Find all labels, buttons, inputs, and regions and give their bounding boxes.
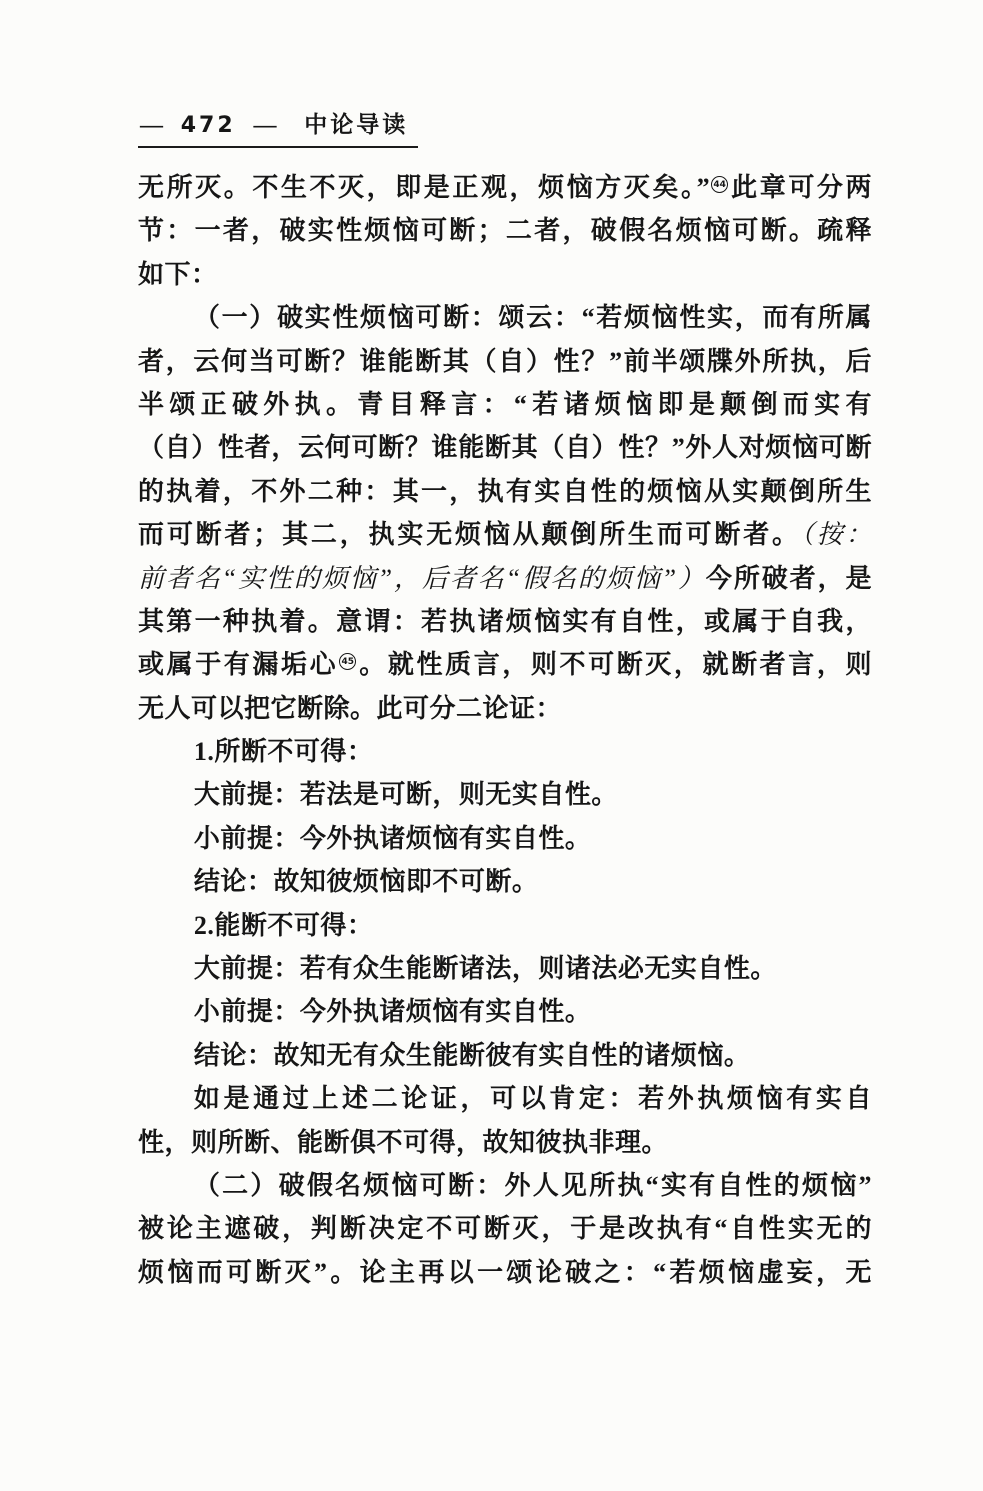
text-segment: 无所灭。不生不灭，即是正观，烦恼方灭矣。” (138, 173, 711, 202)
text-segment: 此章可分两 (729, 173, 872, 202)
text-line (138, 340, 872, 383)
text-segment: 结论：故知无有众生能断彼有实自性的诸烦恼。 (193, 1040, 751, 1070)
text-line (138, 730, 872, 773)
text-line (138, 253, 872, 296)
text-line (138, 1121, 872, 1164)
text-line (138, 209, 872, 252)
text-segment: 而可断者；其二，执实无烦恼从颠倒所生而可断者。 (138, 520, 801, 550)
text-segment: 。就性质言，则不可断灭，就断者言，则 (357, 650, 872, 680)
text-line (138, 947, 872, 990)
text-segment: 其第一种执着。意谓：若执诸烦恼实有自性，或属于自我， (138, 606, 872, 636)
text-segment: （二）破假名烦恼可断：外人见所执“实有自性的烦恼” (193, 1170, 872, 1200)
text-segment: 如下： (138, 259, 218, 289)
text-line (138, 557, 872, 600)
text-segment: （自）性者，云何可断？谁能断其（自）性？”外人对烦恼可断 (138, 433, 872, 463)
page-header (138, 106, 418, 148)
text-segment: （一）破实性烦恼可断：颂云：“若烦恼性实，而有所属 (193, 303, 872, 333)
footnote-marker: 44 (711, 176, 728, 193)
text-line (138, 904, 872, 947)
text-line (138, 1251, 872, 1294)
header-dash-left: — (140, 112, 163, 137)
text-line (138, 166, 872, 209)
text-segment: 小前提：今外执诸烦恼有实自性。 (193, 823, 592, 853)
text-segment: 今所破者，是 (705, 563, 872, 593)
text-segment: 半颂正破外执。青目释言：“若诸烦恼即是颠倒而实有 (138, 389, 872, 419)
text-line (138, 817, 872, 860)
text-segment: 大前提：若法是可断，则无实自性。 (193, 780, 618, 810)
text-segment: 结论：故知彼烦恼即不可断。 (193, 867, 539, 897)
text-segment: 性，则所断、能断俱不可得，故知彼执非理。 (138, 1127, 669, 1157)
text-segment: （按： (800, 520, 872, 550)
text-segment: 2.能断不可得： (193, 910, 374, 940)
book-title: 中论导读 (304, 112, 409, 137)
body-text (138, 166, 872, 1294)
text-line (138, 860, 872, 903)
text-line (138, 687, 872, 730)
text-line (138, 600, 872, 643)
text-segment: 的执着，不外二种：其一，执有实自性的烦恼从实颠倒所生 (138, 476, 872, 506)
header-rule (138, 106, 418, 148)
text-segment: 前者名“实性的烦恼”，后者名“假名的烦恼”） (138, 563, 706, 593)
text-line (138, 1207, 872, 1250)
text-segment: 节：一者，破实性烦恼可断；二者，破假名烦恼可断。疏释 (138, 216, 872, 246)
text-segment: 被论主遮破，判断决定不可断灭，于是改执有“自性实无的 (138, 1214, 872, 1244)
text-segment: 者，云何当可断？谁能断其（自）性？”前半颂牒外所执，后 (138, 346, 872, 376)
text-line (138, 1164, 872, 1207)
text-line (138, 470, 872, 513)
text-line (138, 296, 872, 339)
text-segment: 或属于有漏垢心 (138, 650, 339, 680)
page-number: 472 (180, 113, 236, 138)
text-line (138, 643, 872, 686)
text-line (138, 1077, 872, 1120)
text-line (138, 773, 872, 816)
header-dash-right: — (253, 112, 277, 137)
text-line (138, 383, 872, 426)
text-segment: 如是通过上述二论证，可以肯定：若外执烦恼有实自 (193, 1084, 872, 1114)
text-line (138, 990, 872, 1033)
text-line (138, 513, 872, 556)
text-segment: 大前提：若有众生能断诸法，则诸法必无实自性。 (193, 954, 777, 984)
text-segment: 小前提：今外执诸烦恼有实自性。 (193, 997, 592, 1027)
footnote-marker: 45 (339, 653, 356, 670)
text-line (138, 1034, 872, 1077)
text-segment: 无人可以把它断除。此可分二论证： (138, 693, 563, 723)
text-line (138, 426, 872, 469)
text-segment: 烦恼而可断灭”。论主再以一颂论破之：“若烦恼虚妄，无 (138, 1257, 872, 1287)
text-segment: 1.所断不可得： (193, 737, 374, 767)
